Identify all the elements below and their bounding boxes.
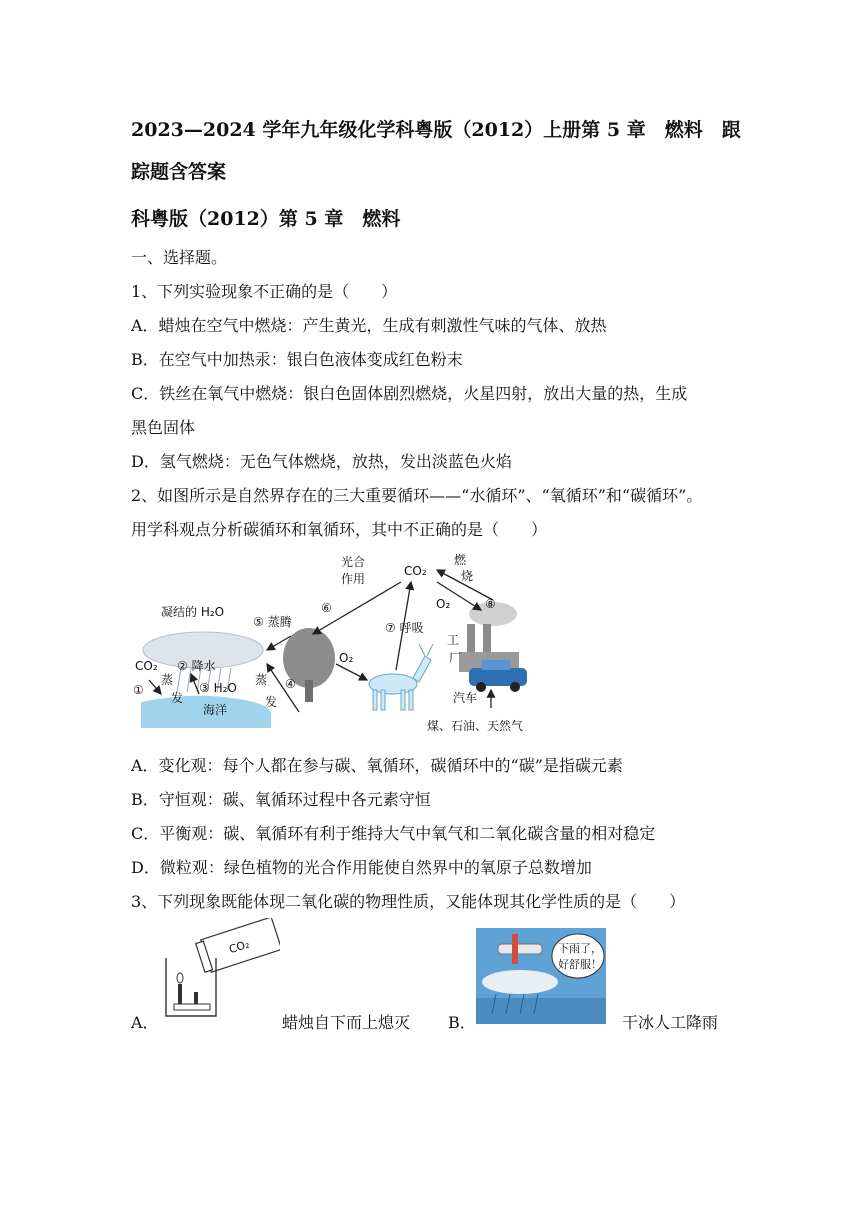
deer-shape [369, 644, 433, 710]
arrow-1 [149, 680, 161, 694]
bubble-text-2: 好舒服！ [558, 958, 602, 971]
condensed-water-label: 凝结的 H₂O [161, 605, 225, 619]
q2-option-d: D．微粒观：绿色植物的光合作用能使自然界中的氧原子总数增加 [131, 858, 592, 877]
co2-jar-label: CO₂ [227, 937, 252, 957]
q2-stem-line2: 用学科观点分析碳循环和氧循环，其中不正确的是（ ） [131, 520, 548, 539]
step-2-label: ② 降水 [177, 659, 216, 673]
q3-option-b-caption: 干冰人工降雨 [622, 1013, 719, 1032]
evap-label-1: 蒸 [161, 673, 174, 687]
evap-label-2: 发 [171, 691, 184, 705]
co2-left-label: CO₂ [135, 659, 158, 673]
burn-label-1: 燃 [454, 553, 467, 567]
section-title: 科粤版（2012）第 5 章 燃料 [131, 208, 401, 230]
speech-bubble [552, 934, 604, 978]
fuels-label: 煤、石油、天然气 [427, 719, 524, 733]
step-6-label: ⑥ [321, 601, 332, 615]
step-8-label: ⑧ [485, 597, 496, 611]
q1-option-c-line2: 黑色固体 [131, 418, 196, 437]
q1-option-b: B．在空气中加热汞：银白色液体变成红色粉末 [131, 350, 463, 369]
q1-option-d: D．氢气燃烧：无色气体燃烧，放热，发出淡蓝色火焰 [131, 452, 512, 471]
part-heading: 一、选择题。 [131, 248, 228, 267]
arrow-3 [191, 674, 199, 694]
q2-option-a: A．变化观：每个人都在参与碳、氧循环，碳循环中的“碳”是指碳元素 [131, 756, 623, 775]
doc-title-line1: 2023—2024 学年九年级化学科粤版（2012）上册第 5 章 燃料 跟 [131, 119, 741, 141]
ocean-label: 海洋 [203, 703, 228, 717]
co2-beaker-candle-figure [160, 918, 280, 1024]
step-3-label: ③ H₂O [199, 681, 237, 695]
q1-option-c-line1: C．铁丝在氧气中燃烧：银白色固体剧烈燃烧，火星四射，放出大量的热，生成 [131, 384, 688, 403]
o2-mid-label: O₂ [339, 651, 354, 665]
photosynthesis-label-1: 光合 [341, 555, 366, 569]
evap2-label-1: 蒸 [255, 673, 268, 687]
arrow-o2-mid [336, 664, 367, 680]
q2-stem-line1: 2、如图所示是自然界存在的三大重要循环——“水循环”、“氧循环”和“碳循环”。 [131, 486, 703, 505]
q1-option-a: A．蜡烛在空气中燃烧：产生黄光，生成有刺激性气味的气体、放热 [131, 316, 607, 335]
q2-option-c: C．平衡观：碳、氧循环有利于维持大气中氧气和二氧化碳含量的相对稳定 [131, 824, 656, 843]
step-7-label: ⑦ 呼吸 [385, 621, 424, 635]
doc-title-line2: 踪题含答案 [131, 161, 227, 183]
factory-label-2: 厂 [449, 651, 462, 665]
step-4-label: ④ [285, 677, 296, 691]
step-5-label: ⑤ 蒸腾 [253, 615, 292, 629]
q2-option-b: B．守恒观：碳、氧循环过程中各元素守恒 [131, 790, 431, 809]
photosynthesis-label-2: 作用 [341, 572, 366, 586]
co2-top-label: CO₂ [404, 564, 427, 578]
carbon-oxygen-cycle-diagram [131, 552, 561, 740]
step-1-label: ① [133, 683, 144, 697]
dry-ice-rain-figure [476, 928, 606, 1024]
q1-stem: 1、下列实验现象不正确的是（ ） [131, 282, 398, 301]
factory-label-1: 工 [447, 633, 460, 647]
bubble-text-1: 下雨了， [558, 942, 602, 955]
q3-stem: 3、下列现象既能体现二氧化碳的物理性质，又能体现其化学性质的是（ ） [131, 892, 686, 911]
car-label: 汽车 [453, 691, 478, 705]
burn-label-2: 烧 [461, 569, 474, 583]
o2-right-label: O₂ [436, 597, 451, 611]
q3-option-b-label: B． [448, 1013, 476, 1032]
q3-option-a-label: A． [131, 1013, 159, 1032]
evap2-label-2: 发 [265, 695, 278, 709]
q3-option-a-caption: 蜡烛自下而上熄灭 [282, 1013, 411, 1032]
